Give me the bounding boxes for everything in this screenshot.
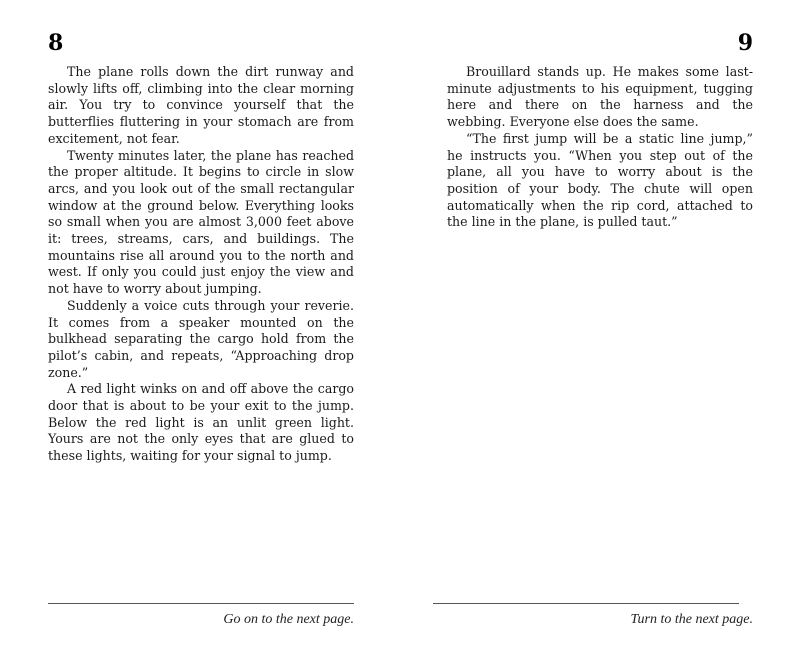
page-number: 8 [48, 30, 64, 56]
page-number: 9 [737, 30, 753, 56]
right-page [447, 0, 753, 657]
paragraph: The plane rolls down the dirt runway and slowly lifts off, climbing into the clear morning air. You try to convince yourself that the butterflies fluttering in your stomach are from excitement, not fear. [48, 64, 354, 146]
paragraph: “The first jump will be a static line jump,” he instructs you. “When you step out of the plane, all you have to worry about is the position of your body. The chute will open automatically when the rip cord, attached to the line in the plane, is pulled taut.” [447, 130, 753, 230]
left-page [48, 0, 354, 657]
paragraph: A red light winks on and off above the cargo door that is about to be your exit to the jump. Below the red light is an unlit green light. Yours are not the only eyes that are glued to these lights, waiting for your signal to jump. [48, 381, 354, 464]
paragraph: Twenty minutes later, the plane has reached the proper altitude. It begins to circle in slow arcs, and you look out of the small rectangular window at the ground below. Everything looks so small when you are almost 3,000 feet above it: trees, streams, cars, and buildings. The mountains rise all around you to the north and west. If only you could just enjoy the view and not have to worry about jumping. [48, 147, 354, 297]
page-body [447, 64, 753, 231]
page-body [48, 64, 354, 465]
paragraph: Brouillard stands up. He makes some last-minute adjustments to his equipment, tugging here and there on the harness and the webbing. Everyone else does the same. [447, 64, 753, 130]
paragraph: Suddenly a voice cuts through your reverie. It comes from a speaker mounted on the bulkhead separating the cargo hold from the pilot’s cabin, and repeats, “Approaching drop zone.” [48, 297, 354, 380]
footer-divider [48, 603, 354, 604]
footer-divider [433, 603, 739, 604]
footer-instruction: Turn to the next page. [630, 612, 753, 627]
footer-instruction: Go on to the next page. [223, 612, 354, 627]
